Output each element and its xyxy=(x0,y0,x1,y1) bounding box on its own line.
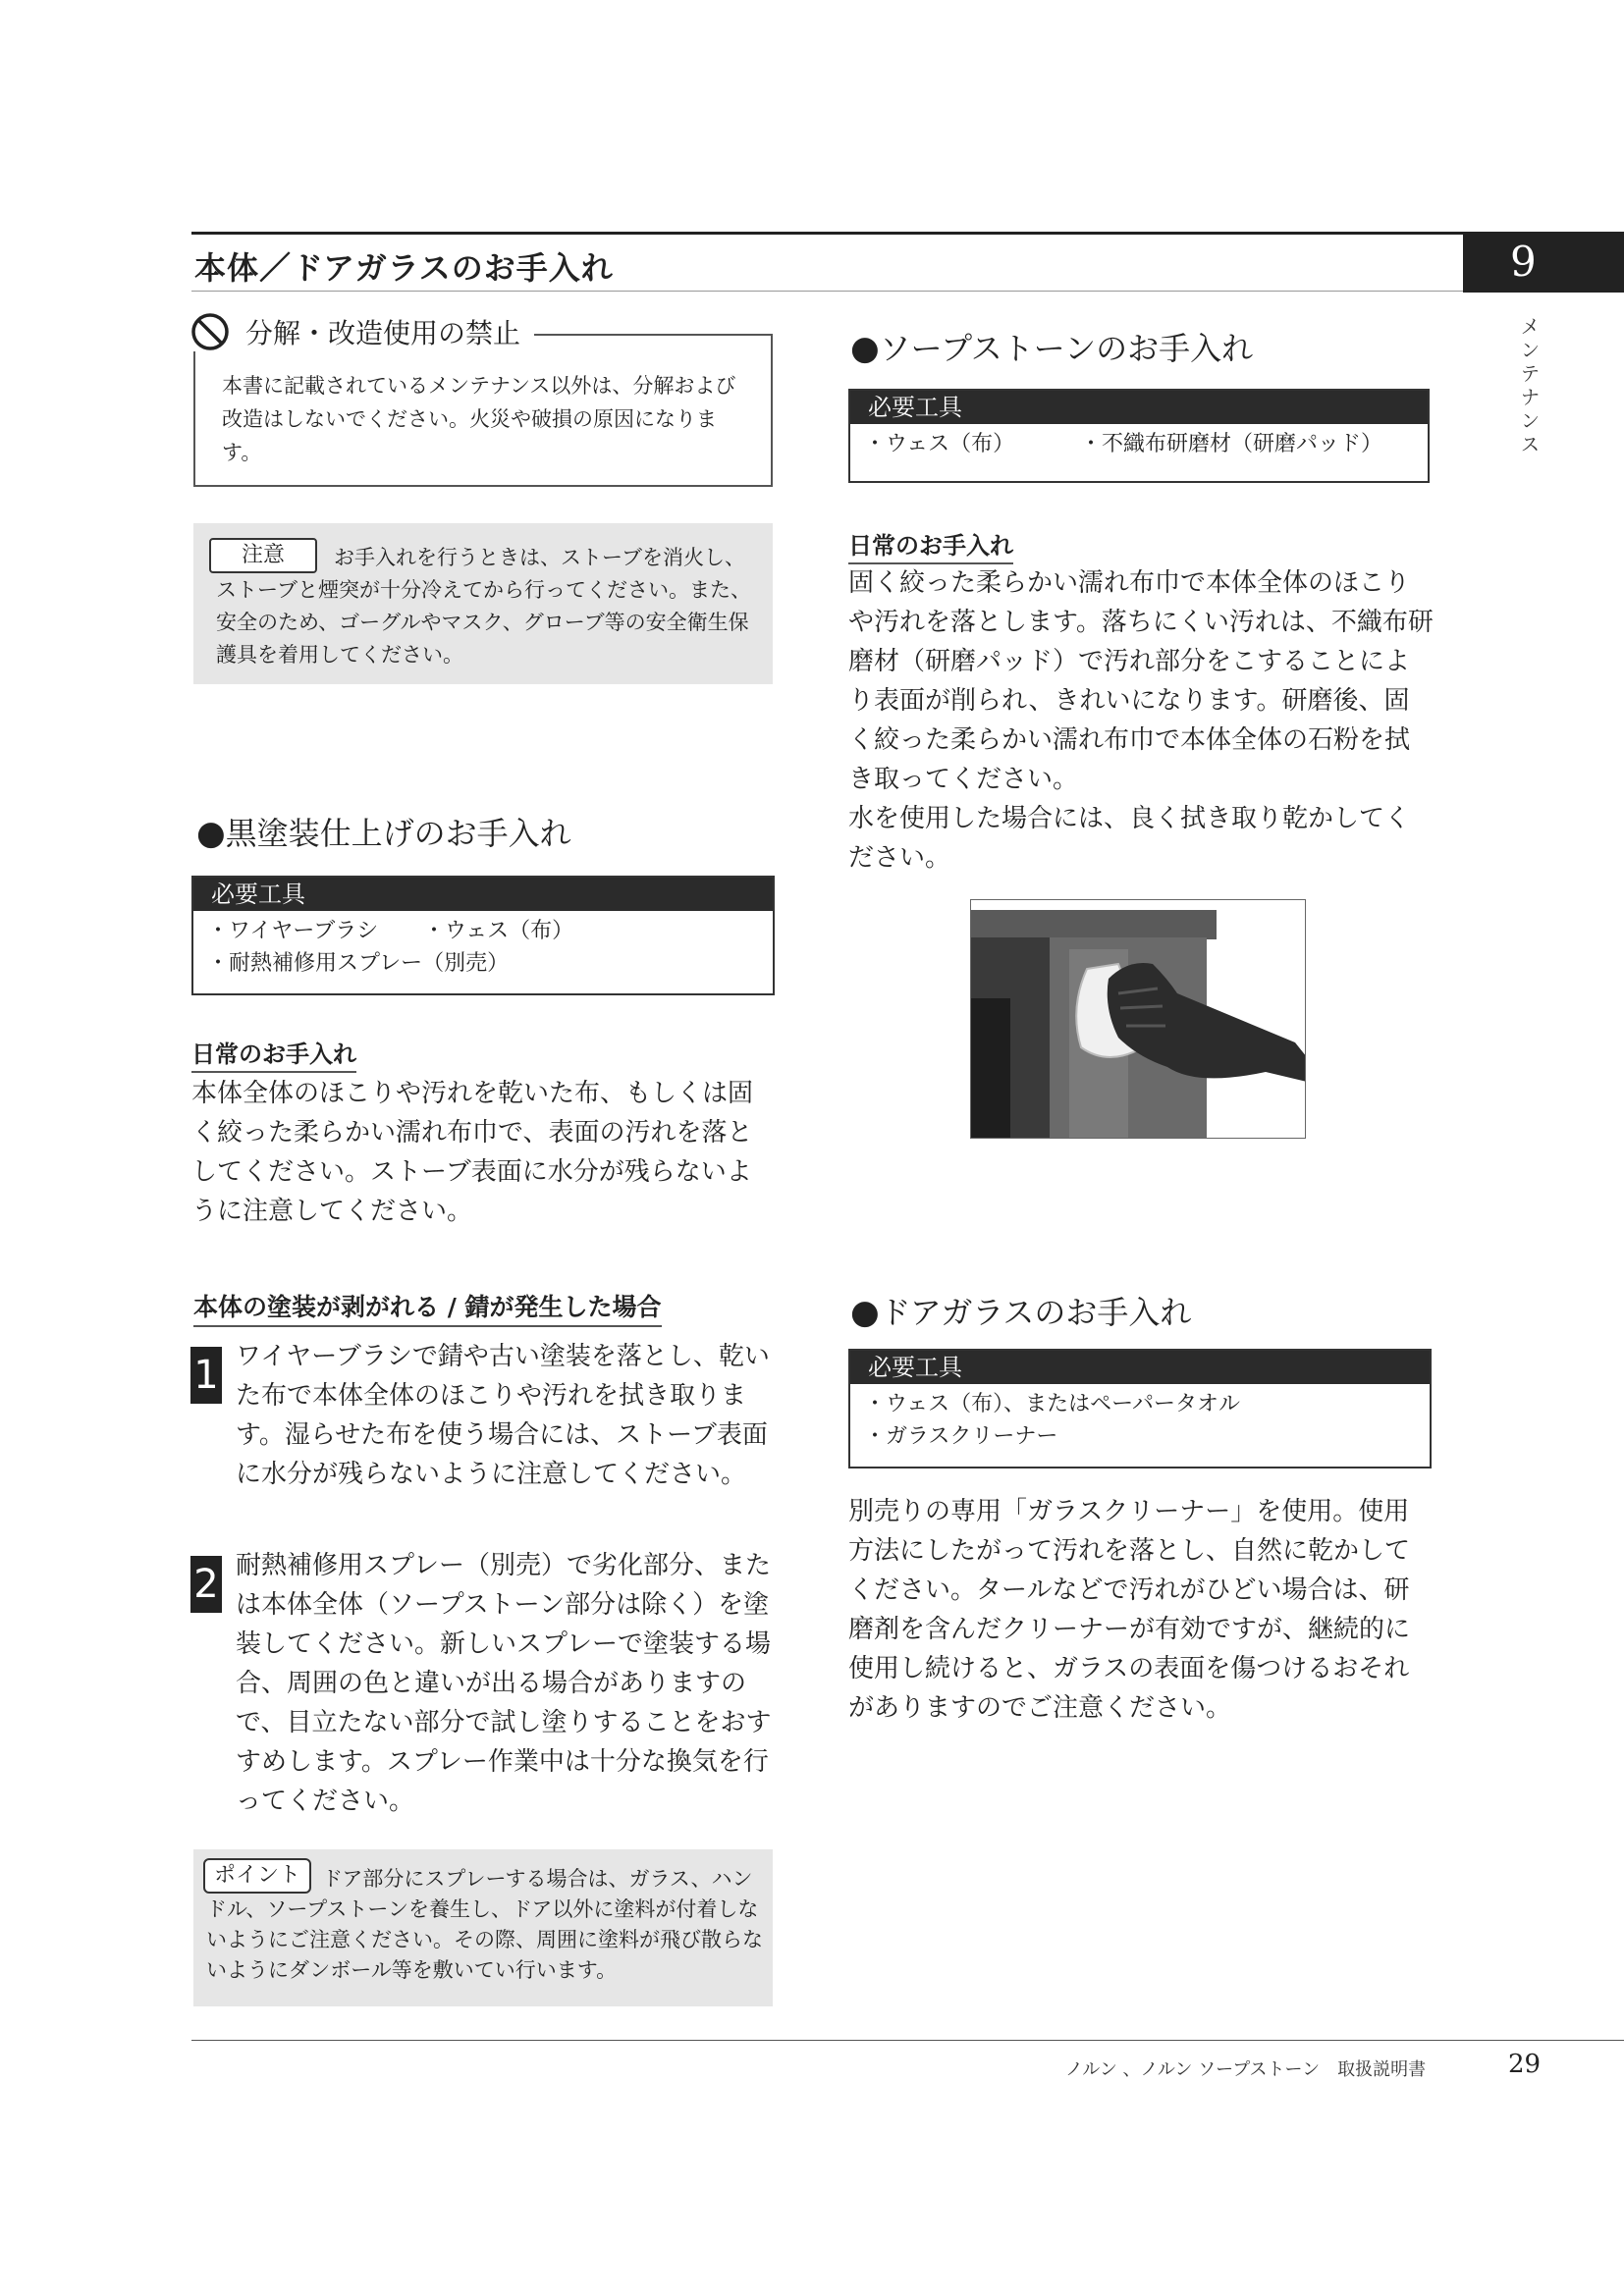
soapstone-heading: ●ソープストーンのお手入れ xyxy=(850,329,1254,368)
tools-label: 必要工具 xyxy=(850,391,1428,424)
tool-item: ・ウェス（布） xyxy=(423,919,574,943)
prohibition-title: 分解・改造使用の禁止 xyxy=(245,317,521,349)
page-title: 本体／ドアガラスのお手入れ xyxy=(194,249,614,287)
page-number: 29 xyxy=(1508,2050,1542,2079)
caution-text: お手入れを行うときは、ストーブを消火し、ストーブと煙突が十分冷えてから行ってください。また、安全のため、ゴーグルやマスク、グローブ等の安全衛生保護具を着用してください。 xyxy=(216,546,751,667)
soapstone-daily-heading: 日常のお手入れ xyxy=(848,526,1013,564)
glass-text: 別売りの専用「ガラスクリーナー」を使用。使用方法にしたがって汚れを落とし、自然に乾かしてください。タールなどで汚れがひどい場合は、研磨剤を含んだクリーナーが有効ですが、継続的に使用し続けると、ガラスの表面を傷つけるおそれがありますのでご注意ください。 xyxy=(848,1497,1411,1723)
footer-manual-title: ノルン 、ノルン ソープストーン 取扱説明書 xyxy=(1065,2059,1427,2080)
chapter-side-label: メンテナンス xyxy=(1517,316,1541,457)
step-2 xyxy=(190,1556,222,1613)
black-paint-daily-heading: 日常のお手入れ xyxy=(191,1035,356,1073)
rust-heading: 本体の塗装が剥がれる / 錆が発生した場合 xyxy=(193,1288,662,1327)
prohibited-icon xyxy=(190,312,230,351)
prohibition-text: 本書に記載されているメンテナンス以外は、分解および改造はしないでください。火災や破損の原因になります。 xyxy=(222,374,736,464)
tools-label: 必要工具 xyxy=(850,1351,1430,1384)
step-2-text: 耐熱補修用スプレー（別売）で劣化部分、または本体全体（ソープストーン部分は除く）を塗装してください。新しいスプレーで塗装する場合、周囲の色と違いが出る場合がありますので、目立たない部分で試し塗りすることをおすすめします。スプレー作業中は十分な換気を行ってください。 xyxy=(236,1551,772,1816)
tool-item: ・ウェス（布） xyxy=(864,432,1015,456)
black-paint-heading: ●黒塗装仕上げのお手入れ xyxy=(196,814,571,853)
tool-item: ・耐熱補修用スプレー（別売） xyxy=(207,951,510,976)
soapstone-tools-box xyxy=(848,389,1430,483)
header-rule xyxy=(191,232,1624,235)
black-paint-daily-text: 本体全体のほこりや汚れを乾いた布、もしくは固く絞った柔らかい濡れ布巾で、表面の汚れを落としてください。ストーブ表面に水分が残らないように注意してください。 xyxy=(191,1079,754,1226)
step-number: 1 xyxy=(190,1347,222,1404)
step-number: 2 xyxy=(190,1556,222,1613)
soapstone-daily-text: 固く絞った柔らかい濡れ布巾で本体全体のほこりや汚れを落とします。落ちにくい汚れは、不織布研磨材（研磨パッド）で汚れ部分をこすることにより表面が削られ、きれいになります。研磨後、固く絞った柔らかい濡れ布巾で本体全体の石粉を拭き取ってください。 xyxy=(848,568,1434,794)
chapter-number: 9 xyxy=(1463,232,1624,293)
tools-list xyxy=(850,1384,1430,1457)
caution-tag: 注意 xyxy=(209,538,317,573)
point-text: ドア部分にスプレーする場合は、ガラス、ハンドル、ソープストーンを養生し、ドア以外に塗料が付着しないようにご注意ください。その際、周囲に塗料が飛び散らないようにダンボール等を敷いてい行います。 xyxy=(206,1867,763,1982)
tool-item: ・ワイヤーブラシ xyxy=(207,919,379,943)
header-divider xyxy=(191,291,1463,292)
bullet-icon: ● xyxy=(850,1293,880,1332)
black-paint-tools-box xyxy=(191,876,775,995)
tool-item: ・不織布研磨材（研磨パッド） xyxy=(1080,432,1383,456)
tools-list xyxy=(193,911,773,984)
stove-wiping-illustration xyxy=(971,900,1306,1139)
bullet-icon: ● xyxy=(196,814,226,853)
cleaning-photo xyxy=(970,899,1306,1139)
prohibition-heading xyxy=(185,312,534,351)
footer-rule xyxy=(191,2040,1624,2041)
point-tag: ポイント xyxy=(203,1858,311,1894)
tools-list xyxy=(850,424,1428,464)
tools-label: 必要工具 xyxy=(193,878,773,911)
bullet-icon: ● xyxy=(850,329,880,368)
glass-heading: ●ドアガラスのお手入れ xyxy=(850,1293,1192,1332)
glass-tools-box xyxy=(848,1349,1432,1468)
tool-item: ・ウェス（布）、またはペーパータオル xyxy=(864,1392,1241,1416)
step-1 xyxy=(190,1347,222,1404)
soapstone-water-text: 水を使用した場合には、良く拭き取り乾かしてください。 xyxy=(848,804,1411,873)
step-1-text: ワイヤーブラシで錆や古い塗装を落とし、乾いた布で本体全体のほこりや汚れを拭き取ります。湿らせた布を使う場合には、ストーブ表面に水分が残らないように注意してください。 xyxy=(236,1342,770,1489)
tool-item: ・ガラスクリーナー xyxy=(864,1424,1058,1449)
